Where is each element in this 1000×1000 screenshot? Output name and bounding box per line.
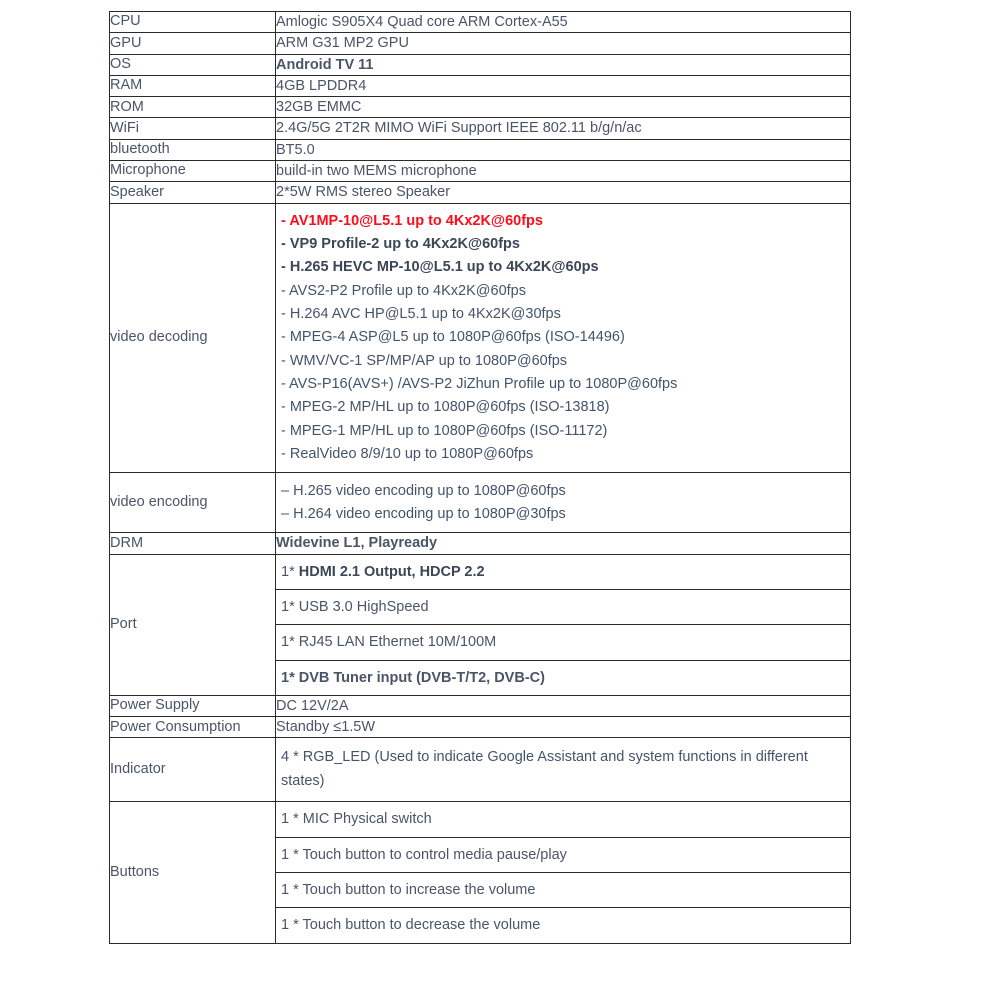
list-item (276, 802, 850, 837)
port-count: 1* (281, 669, 295, 686)
list-item: - AV1MP-10@L5.1 up to 4Kx2K@60fps (281, 212, 543, 229)
table-row-indicator (110, 738, 851, 802)
table-row (110, 161, 851, 182)
list-item (276, 555, 850, 590)
row-value-wifi: 2.4G/5G 2T2R MIMO WiFi Support IEEE 802.11 b/g/n/ac (276, 118, 851, 139)
list-item: - MPEG-1 MP/HL up to 1080P@60fps (ISO-11172) (281, 422, 608, 439)
table-row (110, 75, 851, 96)
row-label-video-encoding: video encoding (110, 473, 276, 533)
button-item-volume-down: 1 * Touch button to decrease the volume (281, 917, 541, 934)
row-value-os: Android TV 11 (276, 54, 851, 75)
row-label-drm: DRM (110, 533, 276, 554)
table-row-video-encoding (110, 473, 851, 533)
table-body (110, 12, 851, 944)
row-label-buttons: Buttons (110, 802, 276, 943)
list-item (276, 589, 850, 624)
indicator-text: 4 * RGB_LED (Used to indicate Google Assistant and system functions in different states) (281, 749, 808, 789)
row-label-os: OS (110, 54, 276, 75)
row-label-speaker: Speaker (110, 182, 276, 203)
row-value-video-decoding (276, 203, 851, 473)
table-row (110, 139, 851, 160)
row-value-bluetooth: BT5.0 (276, 139, 851, 160)
port-item-hdmi (276, 555, 850, 590)
button-item-mic-switch: 1 * MIC Physical switch (276, 802, 850, 837)
list-item: - MPEG-4 ASP@L5 up to 1080P@60fps (ISO-14496) (281, 329, 625, 346)
port-count: 1* (281, 598, 295, 615)
row-value-rom: 32GB EMMC (276, 97, 851, 118)
row-value-power-consumption: Standby ≤1.5W (276, 717, 851, 738)
table-row (110, 182, 851, 203)
button-item-pause-play: 1 * Touch button to control media pause/play (276, 837, 850, 872)
row-label-power-consumption: Power Consumption (110, 717, 276, 738)
list-item: – H.264 video encoding up to 1080P@30fps (281, 505, 566, 522)
buttons-sub-body (276, 802, 850, 942)
table-row (110, 54, 851, 75)
list-item: - AVS-P16(AVS+) /AVS-P2 JiZhun Profile up to 1080P@60fps (281, 376, 678, 393)
table-row (110, 97, 851, 118)
spec-table-container (109, 11, 851, 944)
port-count: 1* (281, 563, 295, 580)
row-label-indicator: Indicator (110, 738, 276, 802)
buttons-sub-table (276, 802, 850, 942)
row-value-indicator (276, 738, 851, 802)
list-item: - VP9 Profile-2 up to 4Kx2K@60fps (281, 236, 520, 253)
video-decoding-list (276, 204, 850, 473)
port-sub-body (276, 555, 850, 695)
port-count: 1* (281, 634, 295, 651)
row-label-ram: RAM (110, 75, 276, 96)
row-value-speaker: 2*5W RMS stereo Speaker (276, 182, 851, 203)
list-item: - H.265 HEVC MP-10@L5.1 up to 4Kx2K@60ps (281, 259, 599, 276)
table-row (110, 33, 851, 54)
table-row-drm (110, 533, 851, 554)
list-item: - MPEG-2 MP/HL up to 1080P@60fps (ISO-13818) (281, 399, 610, 416)
specification-table (109, 11, 851, 944)
row-value-buttons (276, 802, 851, 943)
port-sub-table (276, 555, 850, 695)
row-label-bluetooth: bluetooth (110, 139, 276, 160)
table-row-power-consumption (110, 717, 851, 738)
row-value-video-encoding (276, 473, 851, 533)
row-label-microphone: Microphone (110, 161, 276, 182)
list-item (276, 837, 850, 872)
list-item (276, 873, 850, 908)
row-value-power-supply: DC 12V/2A (276, 695, 851, 716)
list-item: - RealVideo 8/9/10 up to 1080P@60fps (281, 446, 534, 463)
row-value-drm: Widevine L1, Playready (276, 533, 851, 554)
row-label-wifi: WiFi (110, 118, 276, 139)
port-item-usb (276, 589, 850, 624)
row-label-gpu: GPU (110, 33, 276, 54)
row-value-cpu: Amlogic S905X4 Quad core ARM Cortex-A55 (276, 12, 851, 33)
table-row-video-decoding (110, 203, 851, 473)
row-value-microphone: build-in two MEMS microphone (276, 161, 851, 182)
port-item-dvb (276, 660, 850, 695)
table-row (110, 12, 851, 33)
port-text: HDMI 2.1 Output, HDCP 2.2 (294, 563, 485, 580)
row-value-ram: 4GB LPDDR4 (276, 75, 851, 96)
row-value-gpu: ARM G31 MP2 GPU (276, 33, 851, 54)
port-text: DVB Tuner input (DVB-T/T2, DVB-C) (294, 669, 545, 686)
row-label-power-supply: Power Supply (110, 695, 276, 716)
port-text: USB 3.0 HighSpeed (294, 598, 429, 615)
row-value-port (276, 554, 851, 695)
row-label-rom: ROM (110, 97, 276, 118)
row-label-video-decoding: video decoding (110, 203, 276, 473)
button-item-volume-up: 1 * Touch button to increase the volume (276, 873, 850, 908)
port-item-rj45 (276, 625, 850, 660)
list-item (276, 625, 850, 660)
list-item: - WMV/VC-1 SP/MP/AP up to 1080P@60fps (281, 352, 568, 369)
list-item: - AVS2-P2 Profile up to 4Kx2K@60fps (281, 282, 526, 299)
table-row-buttons (110, 802, 851, 943)
port-text: RJ45 LAN Ethernet 10M/100M (294, 634, 497, 651)
row-label-cpu: CPU (110, 12, 276, 33)
list-item (276, 908, 850, 943)
list-item: – H.265 video encoding up to 1080P@60fps (281, 483, 566, 500)
list-item: - H.264 AVC HP@L5.1 up to 4Kx2K@30fps (281, 306, 561, 323)
row-label-port: Port (110, 554, 276, 695)
list-item (276, 660, 850, 695)
table-row-power-supply (110, 695, 851, 716)
table-row-port (110, 554, 851, 695)
table-row (110, 118, 851, 139)
video-encoding-list (276, 473, 850, 532)
